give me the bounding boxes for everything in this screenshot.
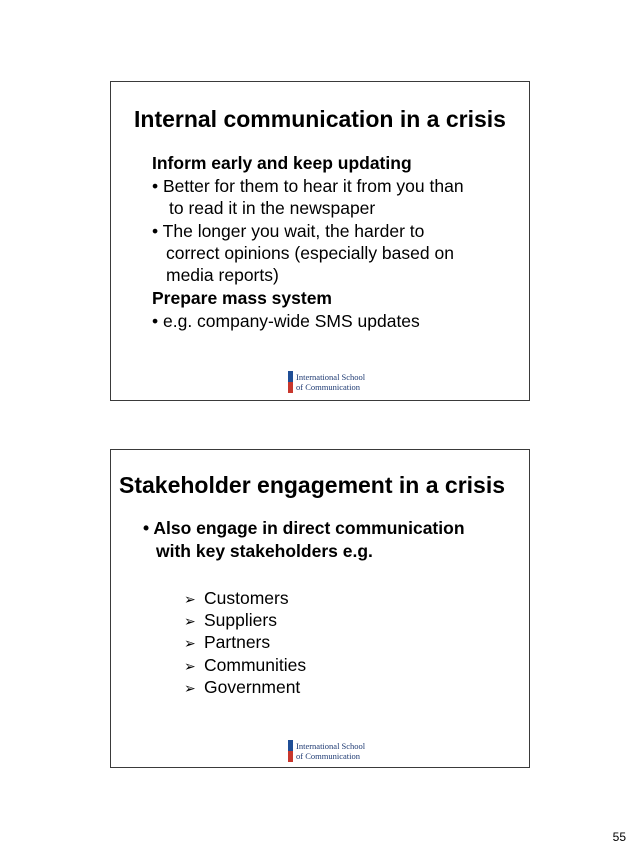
- arrow-bullet-icon: ➢: [184, 635, 196, 651]
- bullet-line: to read it in the newspaper: [169, 198, 376, 218]
- arrow-bullet-icon: ➢: [184, 658, 196, 674]
- list-item: ➢ Customers: [184, 588, 289, 608]
- bullet-line: • The longer you wait, the harder to: [152, 221, 425, 241]
- arrow-bullet-icon: ➢: [184, 613, 196, 629]
- slide-stakeholder-engagement: [110, 449, 530, 768]
- list-item: ➢ Government: [184, 677, 301, 697]
- bullet-line: with key stakeholders e.g.: [156, 541, 373, 561]
- slide-title: Stakeholder engagement in a crisis: [119, 472, 506, 498]
- heading-prepare-mass-system: Prepare mass system: [152, 288, 332, 308]
- bullet-line: • Better for them to hear it from you than: [152, 176, 464, 196]
- logo-mark-icon: [288, 371, 293, 393]
- logo-text: International School: [296, 372, 366, 382]
- page-number: 55: [612, 830, 626, 844]
- bullet-line: • Also engage in direct communication: [143, 518, 465, 538]
- logo-text: of Communication: [296, 382, 360, 392]
- list-item: ➢ Partners: [184, 632, 271, 652]
- slide-internal-communication: [110, 81, 530, 401]
- logo-text: of Communication: [296, 751, 360, 761]
- arrow-bullet-icon: ➢: [184, 680, 196, 696]
- heading-inform-early: Inform early and keep updating: [152, 153, 412, 173]
- arrow-bullet-icon: ➢: [184, 591, 196, 607]
- list-item: ➢ Suppliers: [184, 610, 277, 630]
- logo-text: International School: [296, 741, 366, 751]
- slide-title: Internal communication in a crisis: [134, 106, 506, 132]
- bullet-line: correct opinions (especially based on: [166, 243, 454, 263]
- logo-mark-icon: [288, 740, 293, 762]
- list-item: ➢ Communities: [184, 655, 307, 675]
- bullet-line: media reports): [166, 265, 279, 285]
- bullet-line: • e.g. company-wide SMS updates: [152, 311, 420, 331]
